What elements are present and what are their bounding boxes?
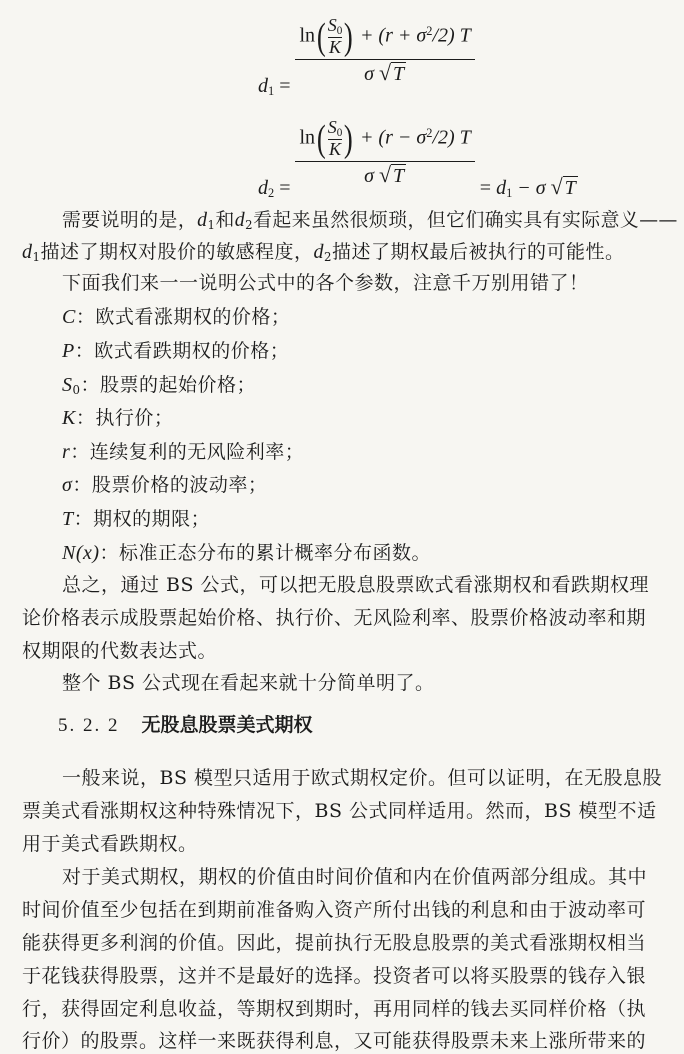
section-number: 5. 2. 2 — [58, 715, 120, 736]
summary-line: 论价格表示成股票起始价格、执行价、无风险利率、股票价格波动率和期 — [22, 607, 647, 629]
param-item: σ：股票价格的波动率； — [62, 474, 268, 496]
param-item: C：欧式看涨期权的价格； — [62, 306, 291, 328]
param-item: P：欧式看跌期权的价格； — [62, 340, 290, 362]
d2-denominator: σ √ T — [364, 162, 405, 188]
section-title: 无股息股票美式期权 — [141, 714, 313, 736]
summary-line: 总之，通过 BS 公式，可以把无股息股票欧式看涨期权和看跌期权理 — [62, 574, 650, 596]
d1-lhs: $d_1$ = — [258, 74, 291, 98]
value-line: 时间价值至少包括在到期前准备购入资产所付出钱的利息和由于波动率可 — [22, 899, 647, 921]
value-line: 于花钱获得股票，这并不是最好的选择。投资者可以将买股票的钱存入银 — [22, 965, 647, 987]
param-item: N(x)：标准正态分布的累计概率分布函数。 — [62, 542, 432, 564]
param-item: $S_0$：股票的起始价格； — [62, 374, 257, 397]
param-item: T：期权的期限； — [62, 508, 211, 530]
d2-fraction — [295, 118, 474, 188]
param-item: r：连续复利的无风险利率； — [62, 441, 305, 463]
formula-d1 — [258, 15, 475, 98]
paragraph-d1d2-line2: $d_1$描述了期权对股价的敏感程度，$d_2$描述了期权最后被执行的可能性。 — [22, 241, 625, 264]
american-line: 票美式看涨期权这种特殊情况下，BS 公式同样适用。然而，BS 模型不适 — [22, 800, 657, 822]
params-intro: 下面我们来一一说明公式中的各个参数，注意千万别用错了！ — [62, 272, 589, 294]
section-heading — [58, 710, 313, 737]
value-line: 对于美式期权，期权的价值由时间价值和内在价值两部分组成。其中 — [62, 866, 648, 888]
d2-lhs: $d_2$ = — [258, 176, 291, 200]
american-line: 一般来说，BS 模型只适用于欧式期权定价。但可以证明，在无股息股 — [62, 767, 663, 789]
d1-denominator: σ √ T — [364, 60, 405, 86]
paragraph-d1d2-line1: 需要说明的是，$d_1$和$d_2$看起来虽然很烦琐，但它们确实具有实际意义—— — [62, 209, 678, 232]
value-line: 行，获得固定利息收益，等期权到期时，再用同样的钱去买同样价格（执 — [22, 998, 647, 1020]
value-line: 能获得更多利润的价值。因此，提前执行无股息股票的美式看涨期权相当 — [22, 932, 647, 954]
summary-line: 权期限的代数表达式。 — [22, 640, 218, 662]
value-line: 行价）的股票。这样一来既获得利息，又可能获得股票未来上涨所带来的 — [22, 1030, 647, 1052]
d1-fraction — [295, 16, 474, 86]
formula-d2 — [258, 117, 578, 200]
simple-line: 整个 BS 公式现在看起来就十分简单明了。 — [62, 672, 435, 694]
d1-numerator: ln( $\frac{S_0}{K}$ ) + $(r + \sigma^2/2)$ T — [299, 15, 471, 58]
d2-rhs: = $d_1 - \sigma$ √ T — [479, 173, 576, 200]
american-line: 用于美式看跌期权。 — [22, 833, 198, 855]
d2-numerator: ln( $\frac{S_0}{K}$ ) + $(r - \sigma^2/2)$ T — [299, 117, 471, 160]
param-item: K：执行价； — [62, 407, 174, 429]
